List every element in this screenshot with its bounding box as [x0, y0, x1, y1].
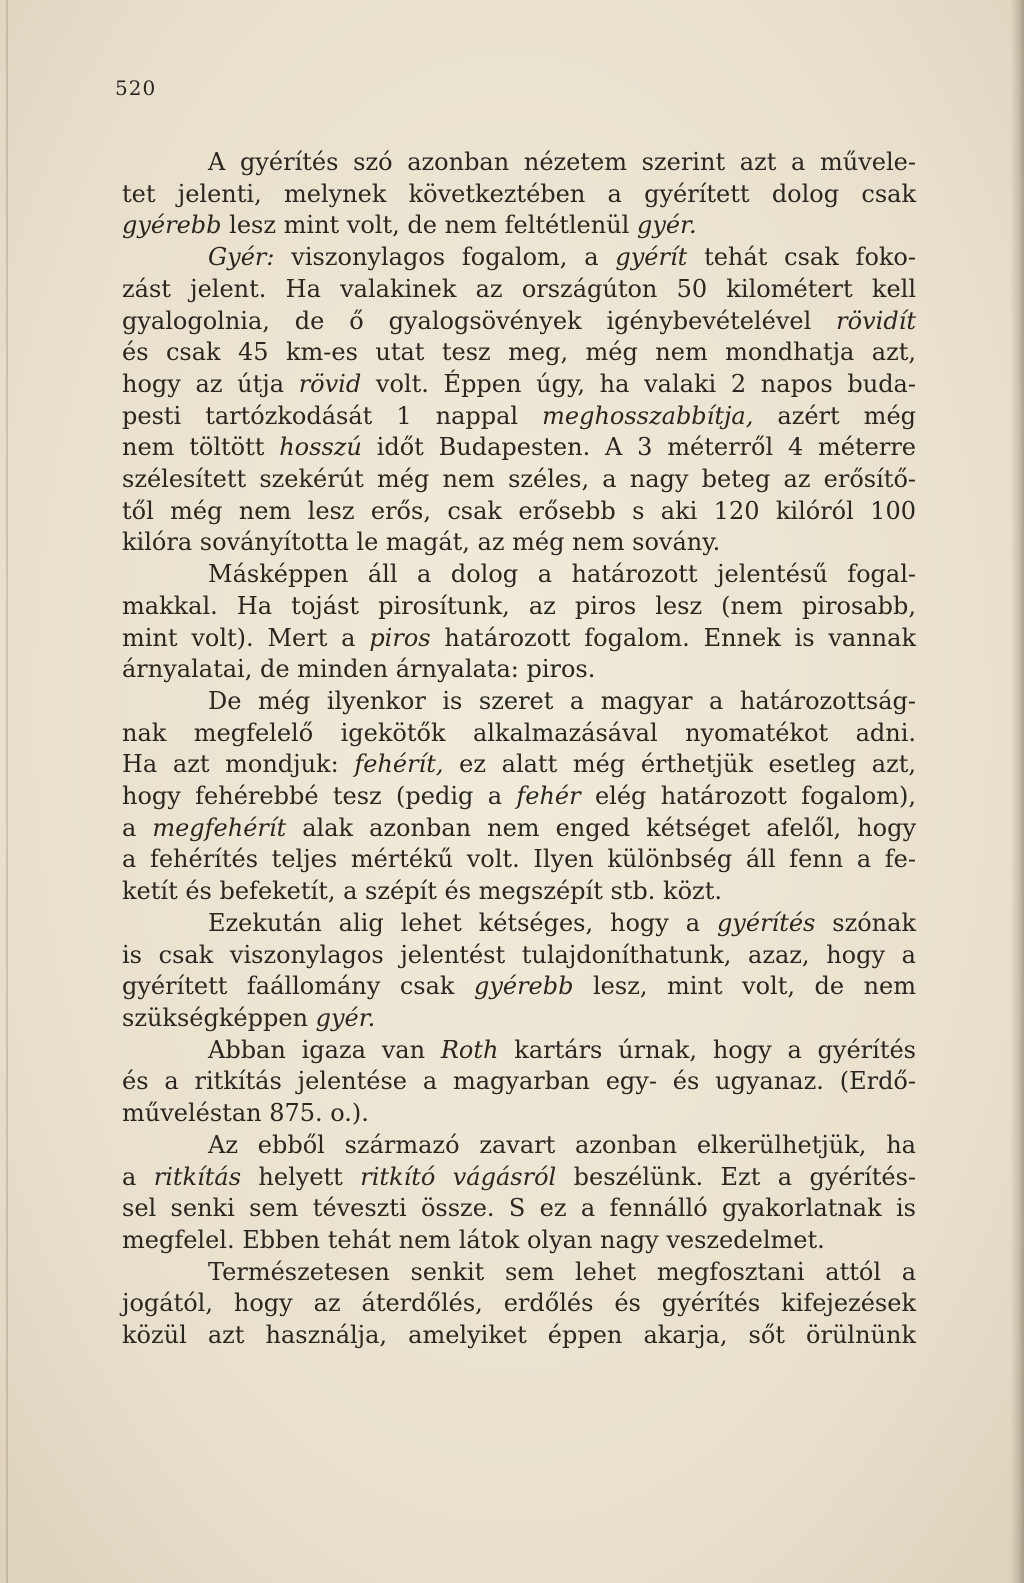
- text-line: [122, 591, 916, 623]
- text-line: [122, 1257, 916, 1289]
- italic-text-run: gyérítés: [716, 908, 816, 937]
- text-run: Természetesen senkit sem lehet megfosztani attól a: [208, 1257, 916, 1286]
- text-line: [122, 813, 916, 845]
- text-run: nem töltött: [122, 433, 280, 462]
- text-run: lesz, mint volt, de nem: [573, 972, 916, 1001]
- text-line: [122, 1003, 916, 1035]
- italic-text-run: Roth: [440, 1035, 499, 1064]
- text-run: beszélünk. Ezt a gyérítés-: [556, 1162, 917, 1191]
- text-line: [122, 1066, 916, 1098]
- text-run: Másképpen áll a dolog a határozott jelentésű fogal-: [208, 560, 916, 589]
- text-line: [122, 1162, 916, 1194]
- text-run: sel senki sem téveszti össze. S ez a fennálló gyakorlatnak is: [122, 1194, 916, 1223]
- italic-text-run: meghosszabbítja,: [542, 401, 754, 430]
- italic-text-run: piros: [369, 623, 431, 652]
- text-run: viszonylagos fogalom, a: [274, 243, 616, 272]
- text-line: [122, 908, 916, 940]
- text-run: azért még: [753, 401, 917, 430]
- text-run: makkal. Ha tojást pirosítunk, az piros lesz (nem pirosabb,: [122, 591, 916, 620]
- text-run: megfelel. Ebben tehát nem látok olyan nagy veszedelmet.: [122, 1225, 825, 1254]
- text-run: alak azonban nem enged kétséget afelől, hogy: [286, 813, 917, 842]
- text-run: gyérített faállomány csak: [122, 972, 474, 1001]
- text-line: [122, 559, 916, 591]
- text-line: [122, 179, 916, 211]
- text-line: [122, 749, 916, 781]
- text-run: ez alatt még érthetjük esetleg azt,: [443, 750, 917, 779]
- italic-text-run: Gyér:: [208, 243, 275, 272]
- italic-text-run: fehér: [516, 782, 581, 811]
- italic-text-run: gyérebb: [473, 972, 574, 1001]
- text-run: Abban igaza van: [208, 1035, 441, 1064]
- italic-text-run: megfehérít: [152, 813, 287, 842]
- text-run: szükségképpen: [122, 1003, 316, 1032]
- text-run: mint volt). Mert a: [122, 623, 370, 652]
- text-run: időt Budapesten. A 3 méterről 4 méterre: [361, 433, 917, 462]
- text-line: [122, 369, 916, 401]
- text-run: közül azt használja, amelyiket éppen akarja, sőt örülnünk: [122, 1321, 916, 1350]
- text-line: [122, 1225, 916, 1257]
- text-run: kilóra soványította le magát, az még nem sovány.: [122, 528, 721, 557]
- text-line: [122, 1098, 916, 1130]
- text-run: De még ilyenkor is szeret a magyar a határozottság-: [208, 686, 916, 715]
- text-line: [122, 496, 916, 528]
- page-right-edge-shadow: [1010, 0, 1024, 1583]
- text-line: [122, 971, 916, 1003]
- text-line: [122, 274, 916, 306]
- italic-text-run: gyérít: [615, 243, 688, 272]
- text-run: pesti tartózkodását 1 nappal: [122, 401, 543, 430]
- italic-text-run: gyér.: [315, 1003, 376, 1032]
- text-run: és a ritkítás jelentése a magyarban egy- és ugyanaz. (Erdő-: [122, 1067, 916, 1096]
- text-line: [122, 1035, 916, 1067]
- text-run: helyett: [241, 1162, 361, 1191]
- text-run: kartárs úrnak, hogy a gyérítés: [498, 1035, 916, 1064]
- text-run: tehát csak foko-: [687, 243, 916, 272]
- italic-text-run: ritkító vágásról: [360, 1162, 557, 1191]
- text-line: [122, 401, 916, 433]
- text-run: tet jelenti, melynek következtében a gyérített dolog csak: [122, 179, 916, 208]
- text-run: hogy az útja: [122, 369, 299, 398]
- text-run: volt. Éppen úgy, ha valaki 2 napos buda-: [361, 369, 916, 398]
- text-run: műveléstan 875. o.).: [122, 1099, 369, 1128]
- text-line: [122, 147, 916, 179]
- text-line: [122, 718, 916, 750]
- text-run: lesz mint volt, de nem feltétlenül: [221, 211, 637, 240]
- text-run: nak megfelelő igekötők alkalmazásával nyomatékot adni.: [122, 718, 916, 747]
- text-run: Ha azt mondjuk:: [122, 750, 355, 779]
- text-run: szónak: [815, 908, 916, 937]
- text-run: a: [122, 813, 153, 842]
- text-line: [122, 876, 916, 908]
- text-line: [122, 306, 916, 338]
- text-run: szélesített szekérút még nem széles, a nagy beteg az erősítő-: [122, 465, 916, 494]
- text-line: [122, 654, 916, 686]
- italic-text-run: rövid: [298, 369, 362, 398]
- text-line: [122, 623, 916, 655]
- text-line: [122, 1320, 916, 1352]
- text-line: [122, 527, 916, 559]
- text-run: határozott fogalom. Ennek is vannak: [430, 623, 916, 652]
- text-run: től még nem lesz erős, csak erősebb s aki 120 kilóról 100: [122, 496, 916, 525]
- text-line: [122, 210, 916, 242]
- text-line: [122, 337, 916, 369]
- italic-text-run: gyér.: [636, 211, 697, 240]
- text-line: [122, 686, 916, 718]
- text-run: a fehérítés teljes mértékű volt. Ilyen különbség áll fenn a fe-: [122, 845, 916, 874]
- text-run: árnyalatai, de minden árnyalata: piros.: [122, 655, 596, 684]
- text-run: jogától, hogy az áterdőlés, erdőlés és gyérítés kifejezések: [122, 1289, 916, 1318]
- text-run: zást jelent. Ha valakinek az országúton 50 kilométert kell: [122, 274, 916, 303]
- page-left-edge: [6, 0, 8, 1583]
- text-run: gyalogolnia, de ő gyalogsövények igénybevételével: [122, 306, 837, 335]
- text-run: a: [122, 1162, 154, 1191]
- italic-text-run: rövidít: [836, 306, 916, 335]
- text-line: [122, 432, 916, 464]
- text-run: A gyérítés szó azonban nézetem szerint azt a művele-: [208, 148, 916, 176]
- text-line: [122, 464, 916, 496]
- page-number: 520: [115, 76, 157, 100]
- text-line: [122, 1193, 916, 1225]
- text-run: ketít és befeketít, a szépít és megszépít stb. közt.: [122, 877, 722, 906]
- body-text: [122, 147, 916, 1352]
- text-line: [122, 242, 916, 274]
- text-run: és csak 45 km-es utat tesz meg, még nem mondhatja azt,: [122, 338, 916, 367]
- text-run: Ezekután alig lehet kétséges, hogy a: [208, 908, 717, 937]
- italic-text-run: ritkítás: [153, 1162, 242, 1191]
- italic-text-run: hosszú: [279, 433, 362, 462]
- text-line: [122, 940, 916, 972]
- text-run: elég határozott fogalom),: [580, 782, 917, 811]
- text-run: hogy fehérebbé tesz (pedig a: [122, 782, 517, 811]
- text-line: [122, 844, 916, 876]
- text-line: [122, 781, 916, 813]
- text-run: is csak viszonylagos jelentést tulajdoníthatunk, azaz, hogy a: [122, 940, 916, 969]
- italic-text-run: gyérebb: [122, 211, 222, 240]
- italic-text-run: fehérít,: [354, 750, 444, 779]
- text-run: Az ebből származó zavart azonban elkerülhetjük, ha: [208, 1130, 916, 1159]
- text-line: [122, 1130, 916, 1162]
- text-line: [122, 1288, 916, 1320]
